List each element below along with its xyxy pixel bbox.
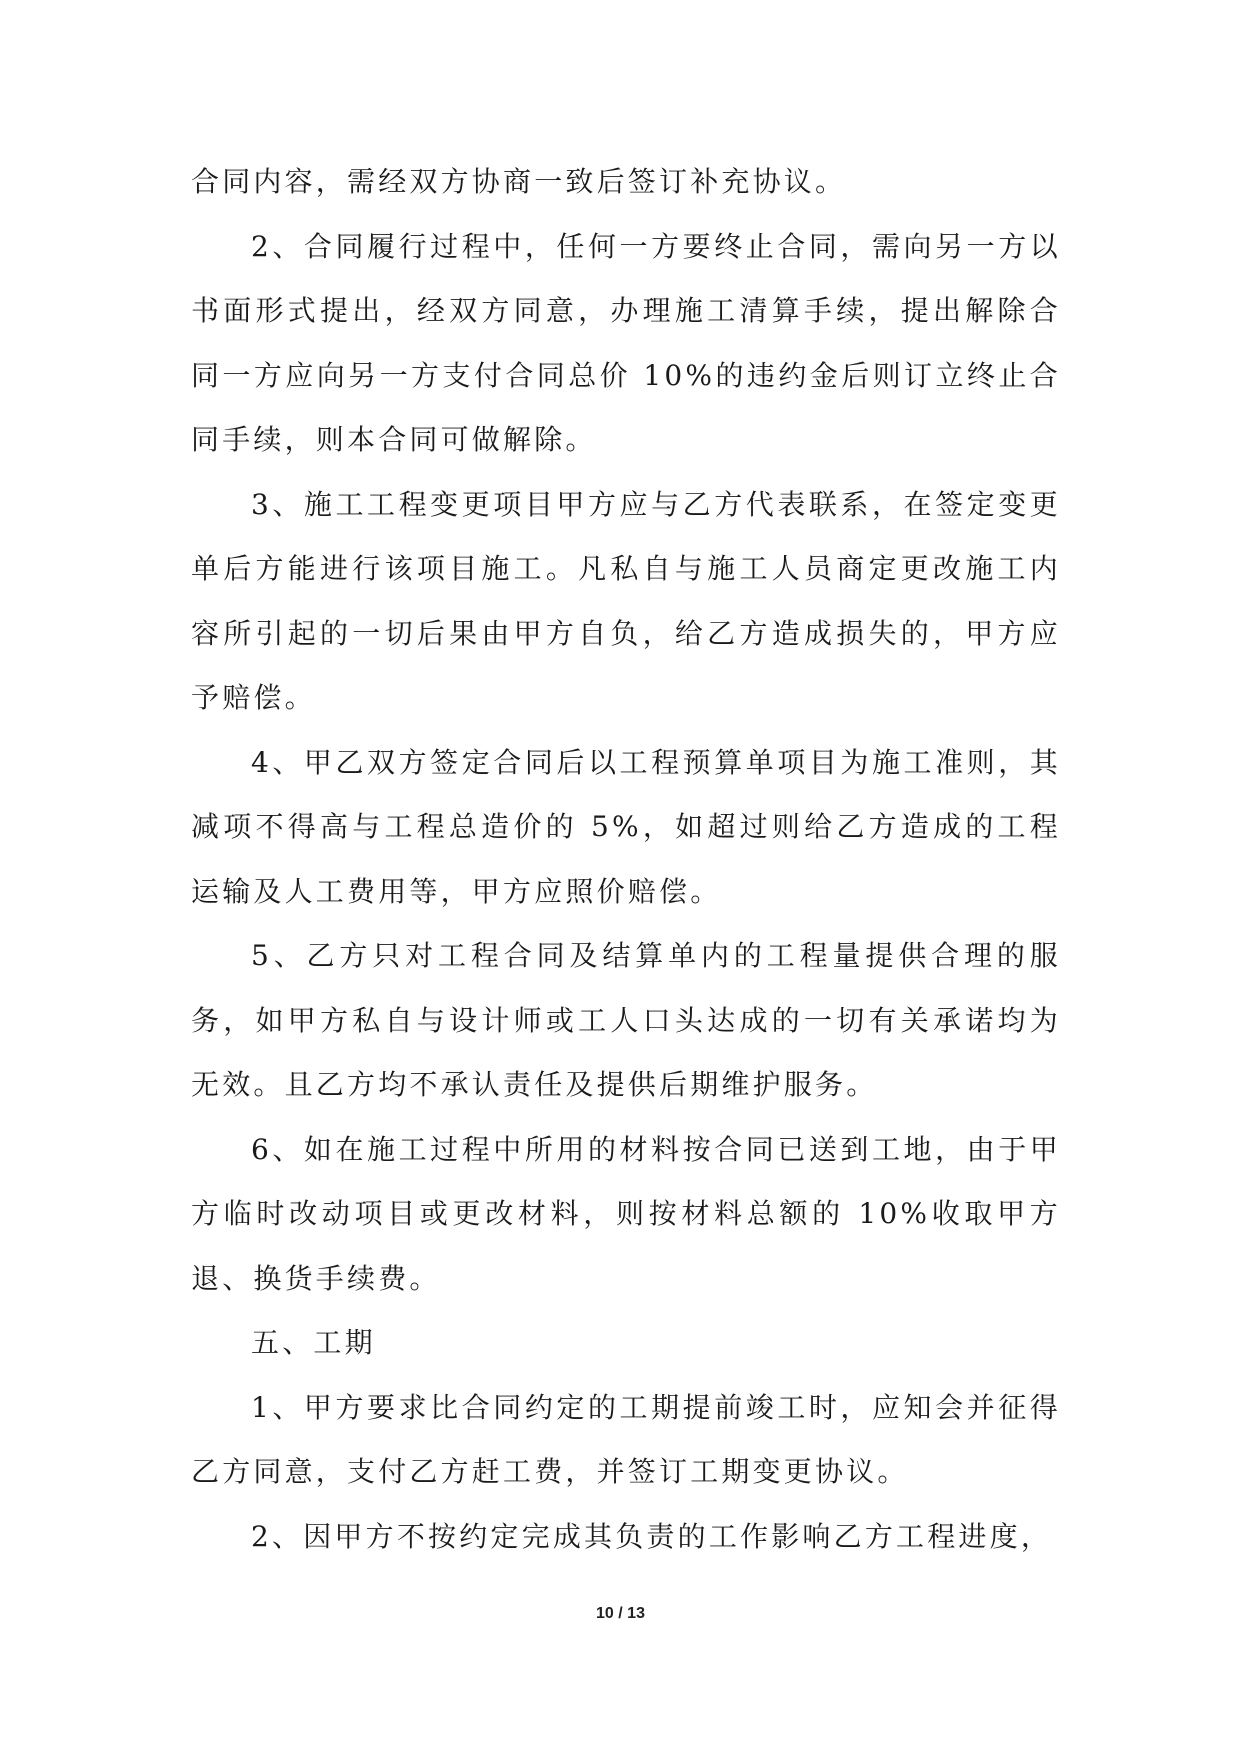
section-heading-schedule: 五、工期 bbox=[251, 1326, 376, 1359]
paragraph-schedule-clause-1: 1、甲方要求比合同约定的工期提前竣工时，应知会并征得乙方同意，支付乙方赶工费，并签订工期变更协议。 bbox=[191, 1390, 1061, 1488]
paragraph-continuation: 合同内容，需经双方协商一致后签订补充协议。 bbox=[191, 165, 847, 198]
document-body bbox=[191, 150, 1061, 1569]
paragraph-clause-6: 6、如在施工过程中所用的材料按合同已送到工地，由于甲方临时改动项目或更改材料，则按材料总额的 10%收取甲方退、换货手续费。 bbox=[191, 1132, 1061, 1295]
paragraph-clause-3: 3、施工工程变更项目甲方应与乙方代表联系，在签定变更单后方能进行该项目施工。凡私自与施工人员商定更改施工内容所引起的一切后果由甲方自负，给乙方造成损失的，甲方应予赔偿。 bbox=[191, 487, 1061, 714]
paragraph-clause-4: 4、甲乙双方签定合同后以工程预算单项目为施工准则，其减项不得高与工程总造价的 5%，如超过则给乙方造成的工程运输及人工费用等，甲方应照价赔偿。 bbox=[191, 745, 1061, 908]
paragraph-clause-5: 5、乙方只对工程合同及结算单内的工程量提供合理的服务，如甲方私自与设计师或工人口头达成的一切有关承诺均为无效。且乙方均不承认责任及提供后期维护服务。 bbox=[191, 939, 1061, 1101]
page-number: 10 / 13 bbox=[596, 1605, 645, 1622]
paragraph-clause-2: 2、合同履行过程中，任何一方要终止合同，需向另一方以书面形式提出，经双方同意，办理施工清算手续，提出解除合同一方应向另一方支付合同总价 10%的违约金后则订立终止合同手续，则本合同可做解除。 bbox=[191, 229, 1061, 456]
paragraph-schedule-clause-2: 2、因甲方不按约定完成其负责的工作影响乙方工程进度， bbox=[251, 1519, 1053, 1553]
